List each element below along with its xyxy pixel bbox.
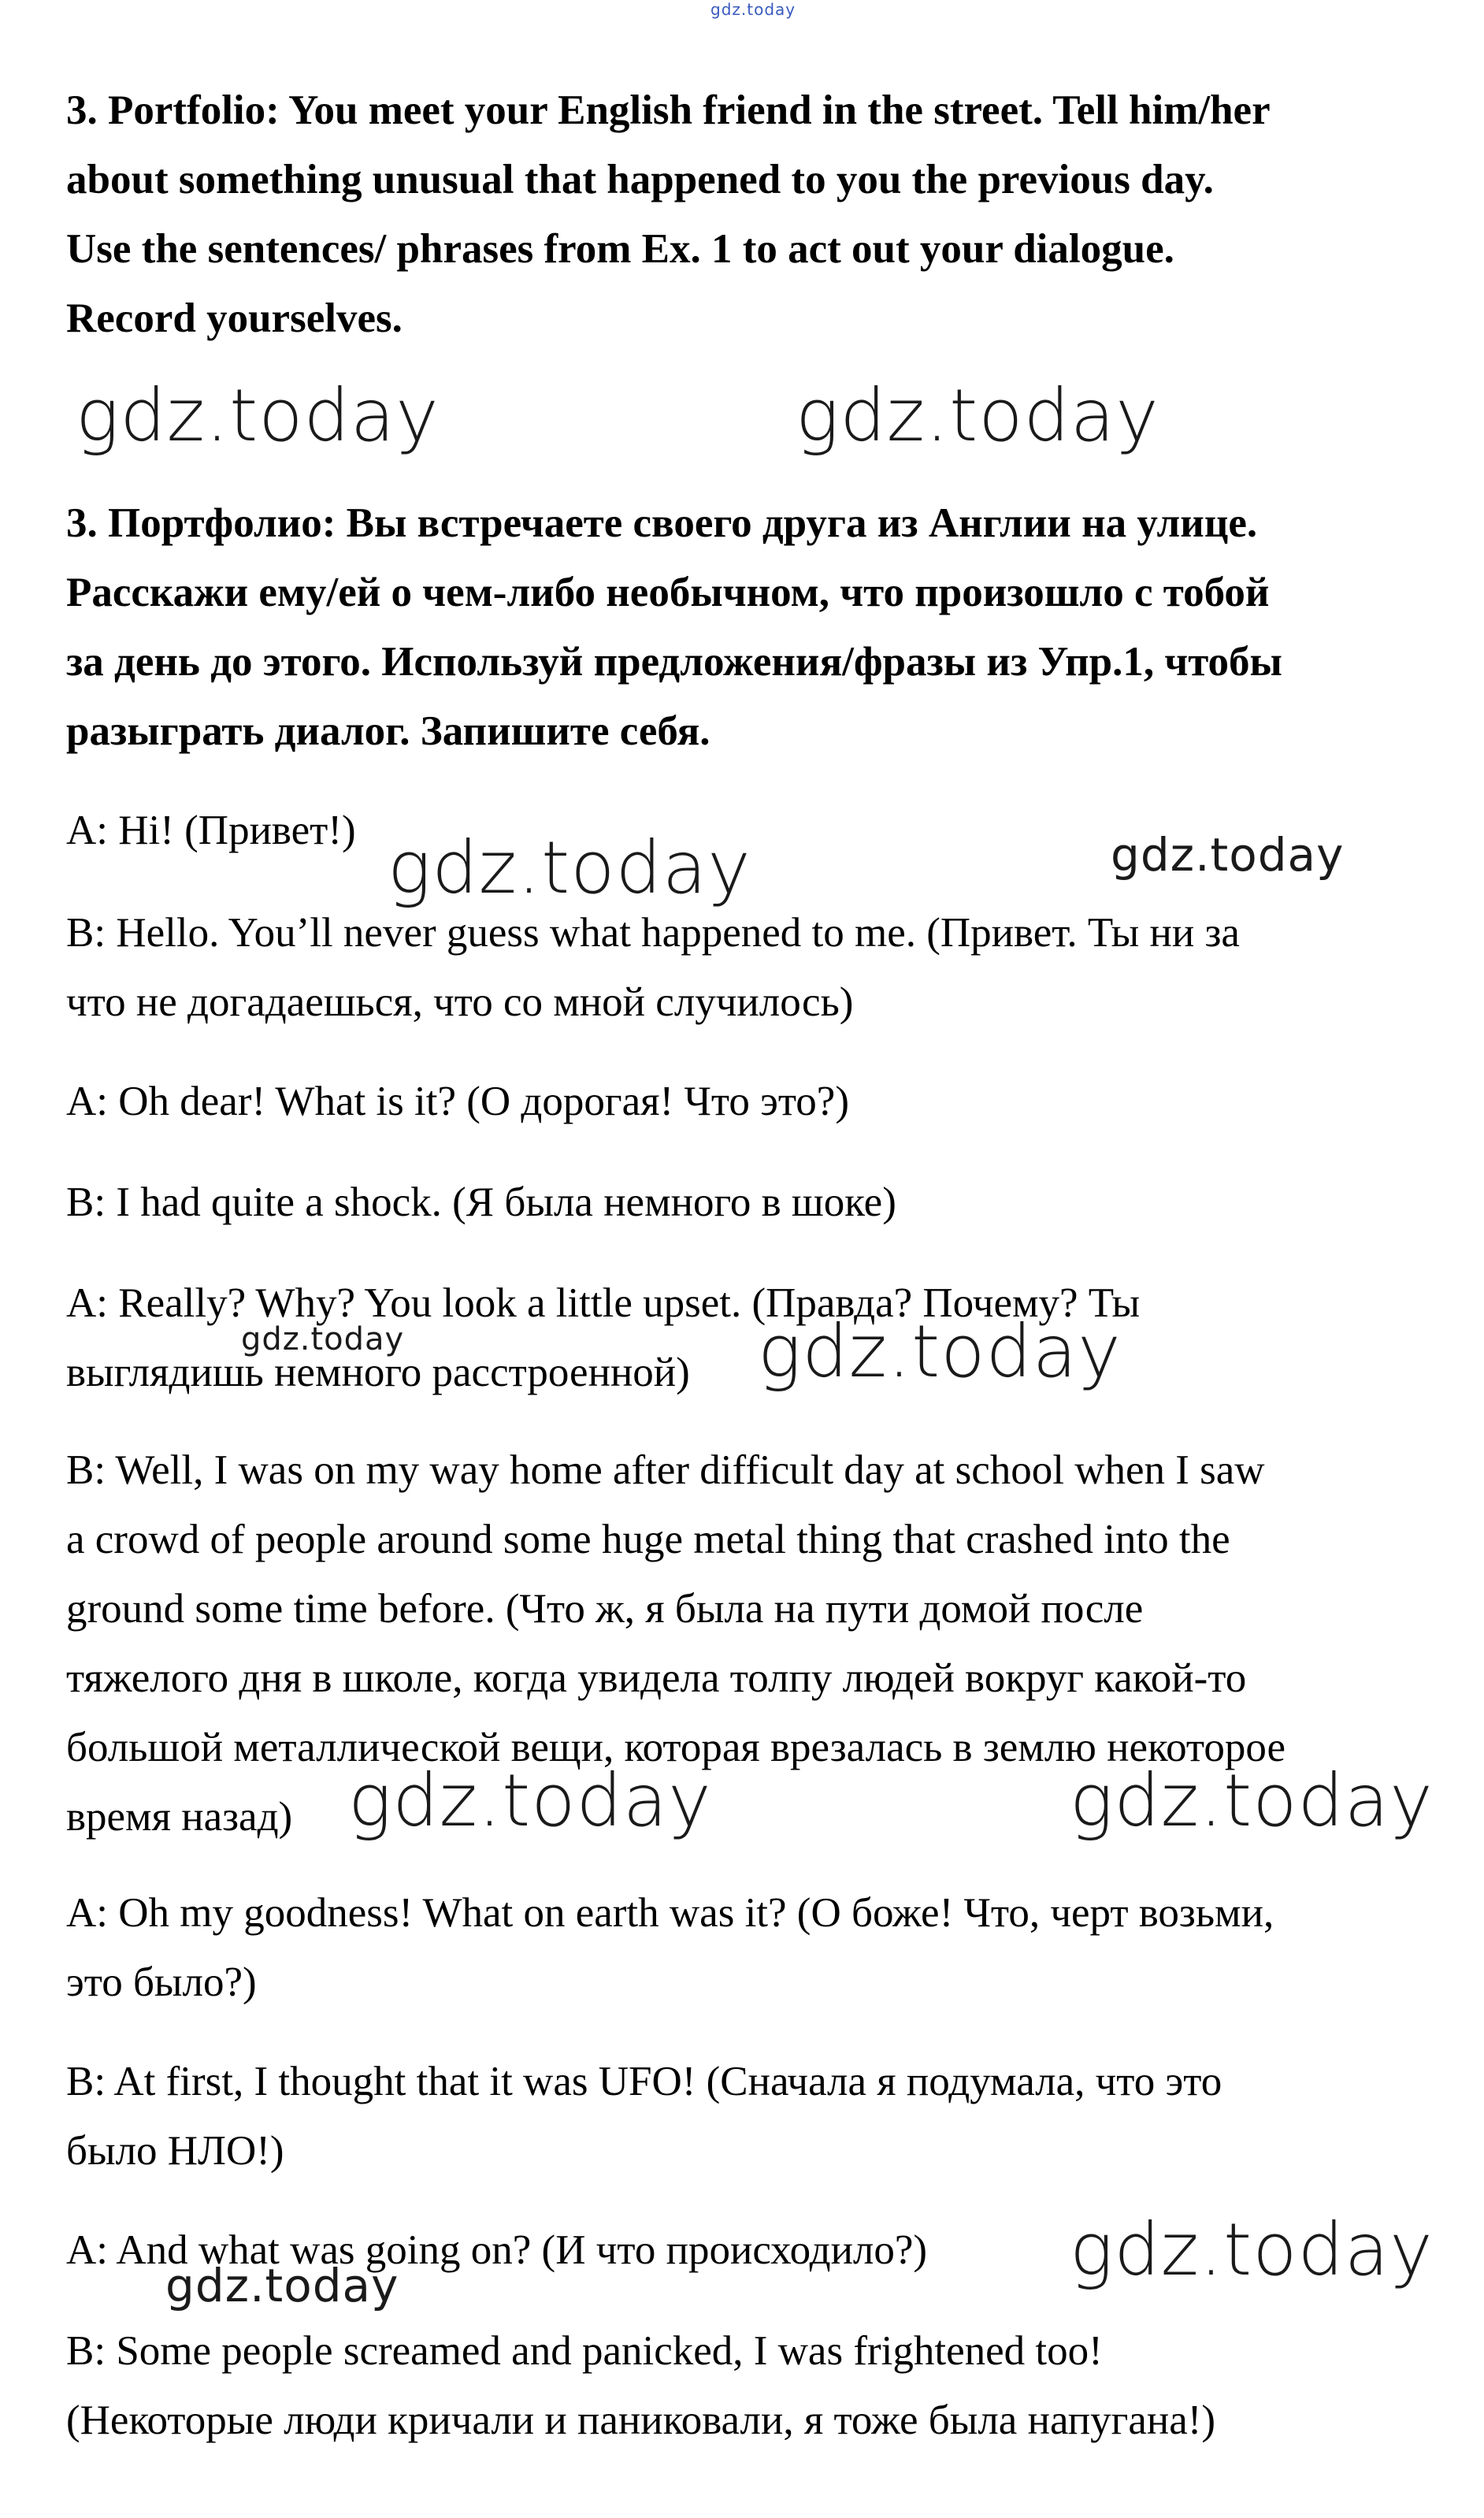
heading-line: Record yourselves. <box>66 295 403 341</box>
dialogue-text: (Некоторые люди кричали и паниковали, я тоже была напугана!) <box>66 2397 1216 2443</box>
dialogue-line <box>66 1168 1437 1237</box>
dialogue-text: выглядишь немного расстроенной) <box>66 1350 690 1395</box>
task-heading-english <box>66 76 1421 353</box>
dialogue-line <box>66 1435 1437 1851</box>
heading-line: Use the sentences/ phrases from Ex. 1 to act out your dialogue. <box>66 226 1174 272</box>
heading-line: Расскажи ему/ей о чем-либо необычном, что произошло с тобой <box>66 570 1270 615</box>
dialogue-text: A: Oh dear! What is it? (О дорогая! Что это?) <box>66 1079 849 1124</box>
heading-line: за день до этого. Используй предложения/фразы из Упр.1, чтобы <box>66 639 1282 685</box>
heading-line: 3. Портфолио: Вы встречаете своего друга из Англии на улице. <box>66 500 1258 546</box>
dialogue-line <box>66 796 1437 865</box>
watermark: gdz.today <box>348 1759 712 1843</box>
dialogue-line <box>66 1268 1437 1407</box>
dialogue-text: a crowd of people around some huge metal thing that crashed into the <box>66 1517 1230 1562</box>
watermark: gdz.today <box>241 1321 405 1357</box>
watermark: gdz.today <box>1111 828 1345 882</box>
watermark: gdz.today <box>758 1309 1122 1394</box>
dialogue-line <box>66 2316 1437 2455</box>
dialogue-text: B: Well, I was on my way home after difficult day at school when I saw <box>66 1447 1265 1493</box>
heading-line: разыграть диалог. Запишите себя. <box>66 708 710 754</box>
dialogue-line <box>66 1878 1437 2017</box>
dialogue-text: что не догадаешься, что со мной случилось) <box>66 979 854 1025</box>
heading-line: 3. Portfolio: You meet your English friend in the street. Tell him/her <box>66 87 1271 133</box>
watermark-top: gdz.today <box>710 0 796 19</box>
dialogue-text: это было?) <box>66 1959 257 2005</box>
dialogue-text: B: Hello. You’ll never guess what happened to me. (Привет. Ты ни за <box>66 910 1240 956</box>
dialogue-text: B: I had quite a shock. (Я была немного в шоке) <box>66 1179 896 1225</box>
task-heading-russian <box>66 488 1421 766</box>
dialogue-text: большой металлической вещи, которая врезалась в землю некоторое <box>66 1725 1286 1770</box>
dialogue-text: тяжелого дня в школе, когда увидела толпу людей вокруг какой-то <box>66 1655 1247 1701</box>
dialogue-text: A: Really? Why? You look a little upset. (Правда? Почему? Ты <box>66 1280 1141 1326</box>
dialogue-line <box>66 898 1437 1037</box>
dialogue-line <box>66 2047 1437 2186</box>
dialogue-text: B: At first, I thought that it was UFO! (Сначала я подумала, что это <box>66 2059 1222 2104</box>
watermark: gdz.today <box>1070 2208 1434 2292</box>
dialogue-text: ground some time before. (Что ж, я была на пути домой после <box>66 1586 1144 1632</box>
dialogue-line <box>66 1067 1437 1136</box>
dialogue-text: B: Some people screamed and panicked, I was frightened too! <box>66 2328 1103 2374</box>
dialogue-text: A: Hi! (Привет!) <box>66 808 356 853</box>
watermark: gdz.today <box>1070 1759 1434 1843</box>
watermark: gdz.today <box>388 826 751 910</box>
watermark: gdz.today <box>165 2259 399 2312</box>
watermark: gdz.today <box>796 373 1159 458</box>
dialogue-text: было НЛО!) <box>66 2128 284 2174</box>
dialogue-text: A: And what was going on? (И что происходило?) <box>66 2227 928 2273</box>
dialogue-text: A: Oh my goodness! What on earth was it? (О боже! Что, черт возьми, <box>66 1890 1274 1936</box>
heading-line: about something unusual that happened to you the previous day. <box>66 157 1214 202</box>
watermark: gdz.today <box>76 373 440 458</box>
dialogue-text: время назад) <box>66 1794 293 1840</box>
